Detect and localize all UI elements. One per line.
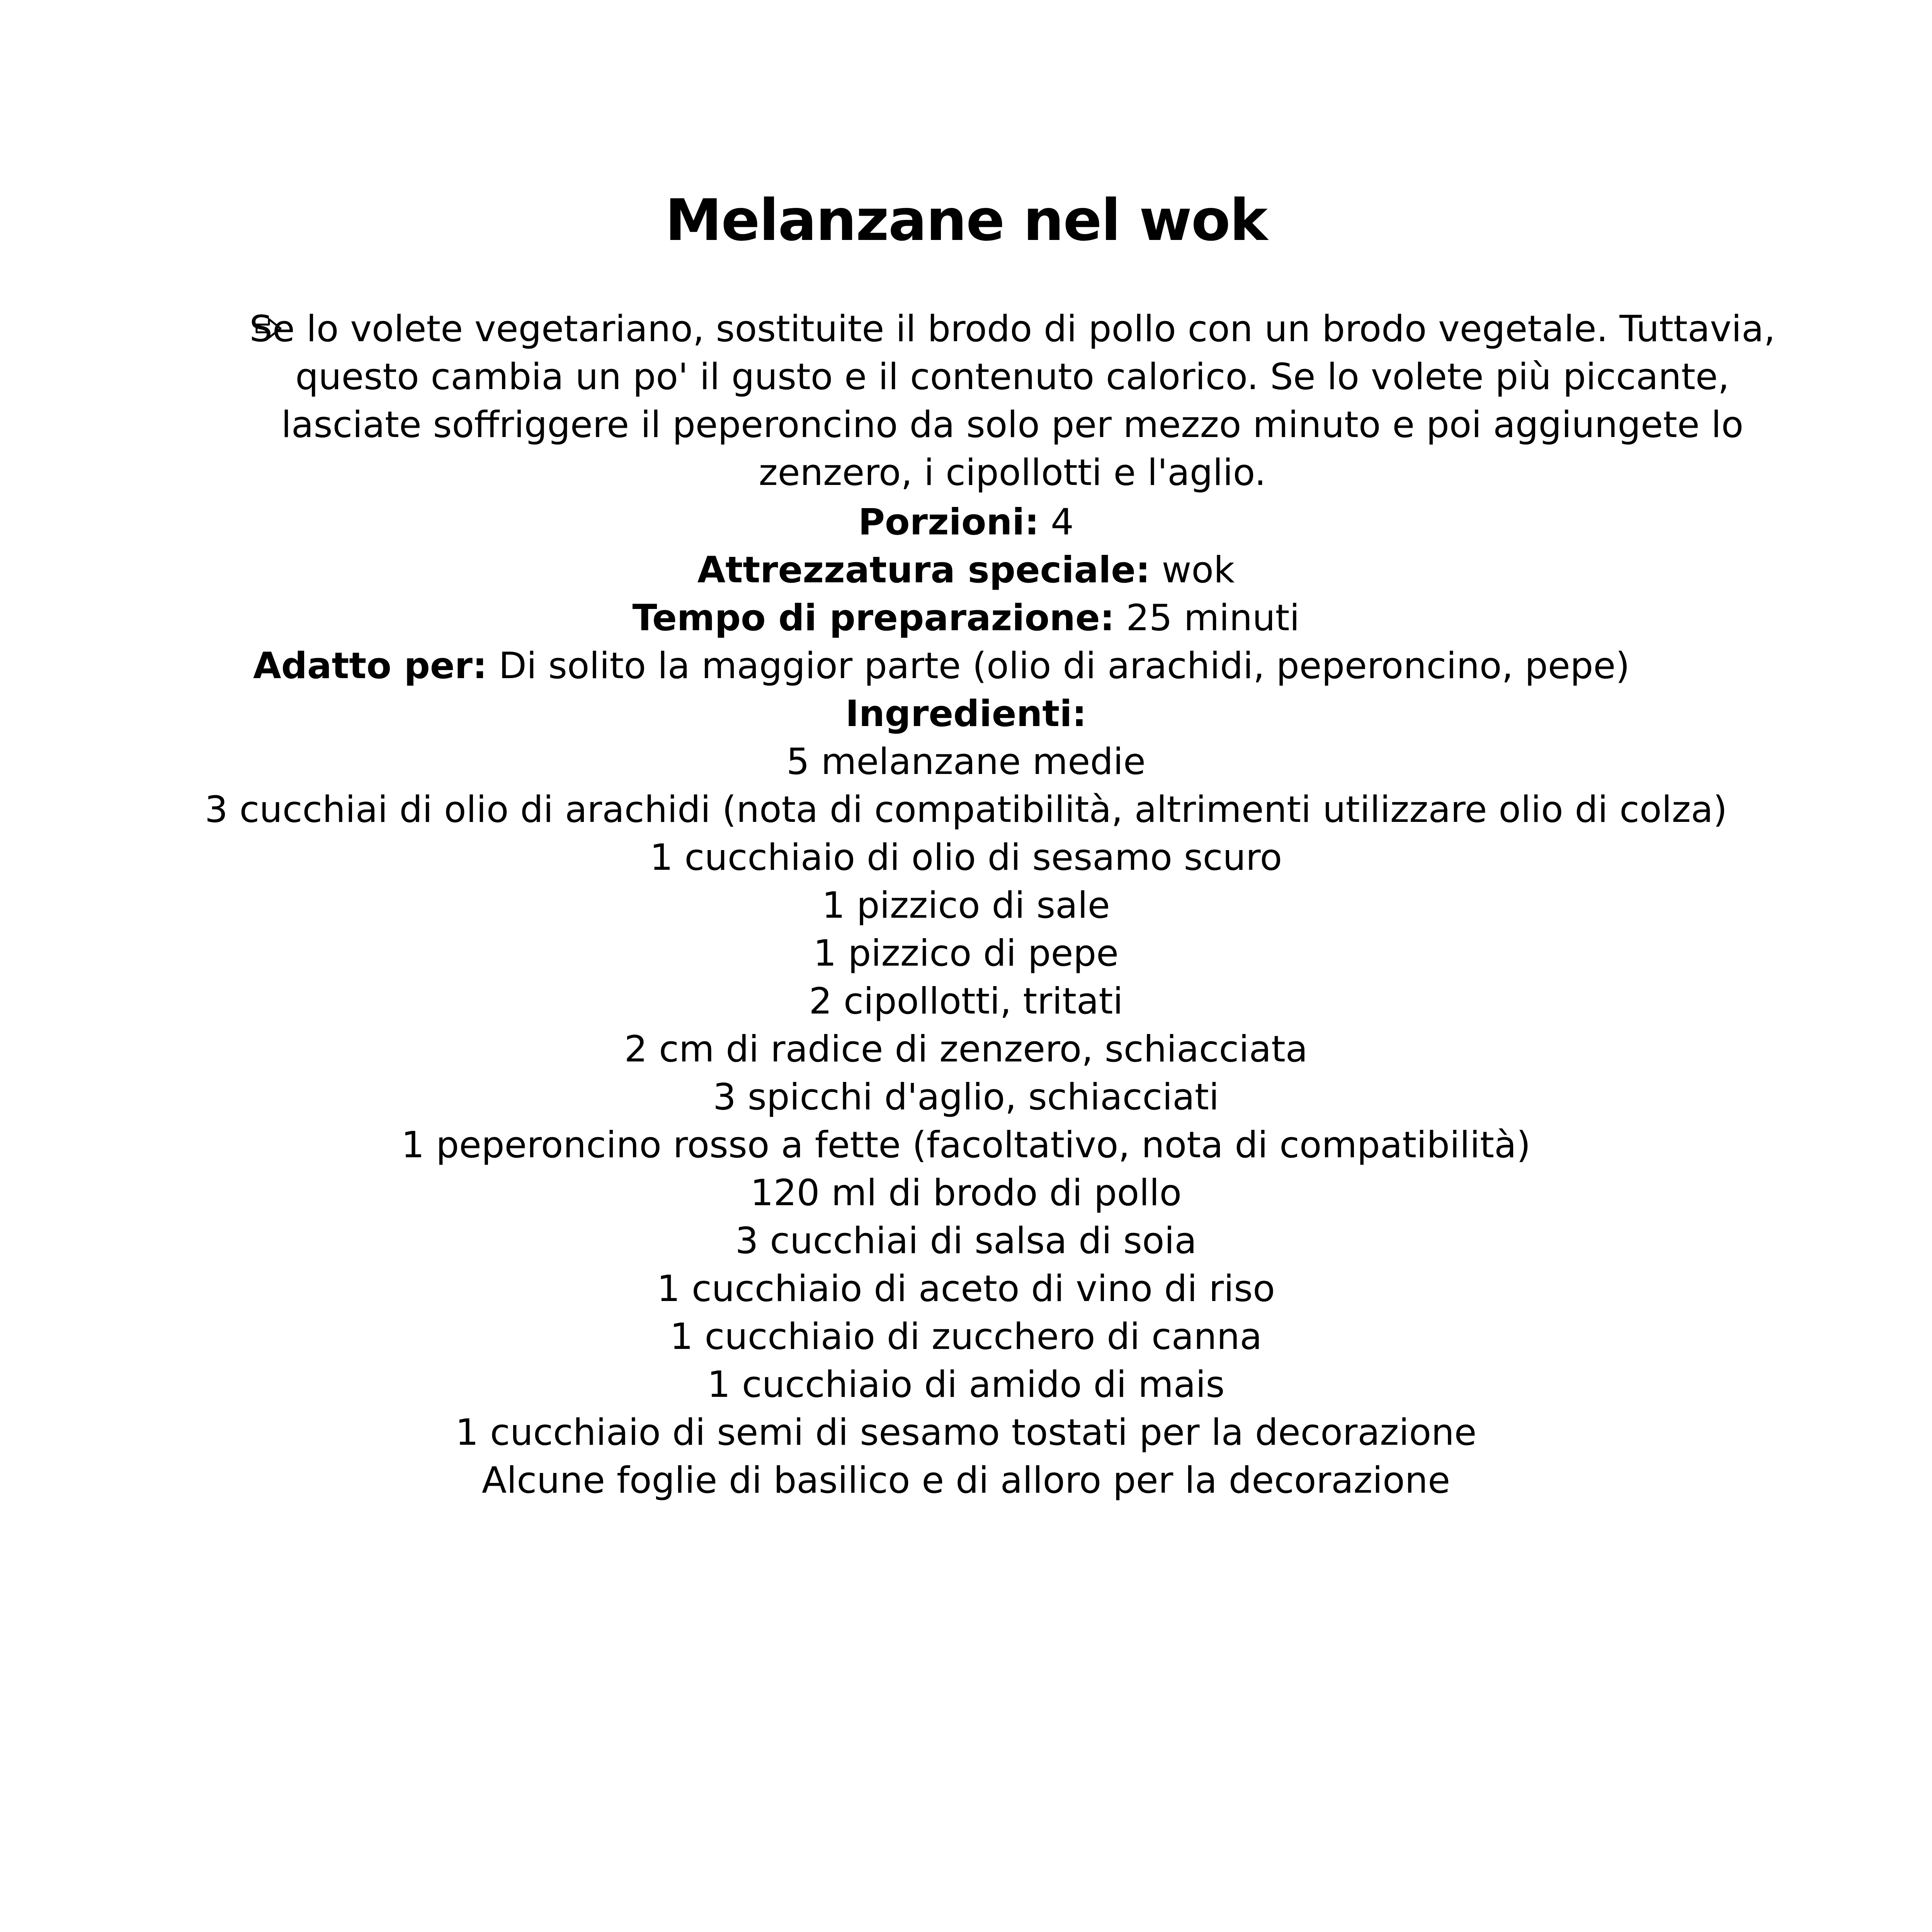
suitable-for-line [0, 642, 1932, 690]
ingredient-item: 1 cucchiaio di zucchero di canna [670, 1316, 1262, 1358]
suitable-for-value: Di solito la maggior parte (olio di arachidi, peperoncino, pepe) [498, 645, 1630, 687]
ingredient-item: Alcune foglie di basilico e di alloro per la decorazione [481, 1459, 1451, 1502]
ingredient-item: 2 cipollotti, tritati [809, 980, 1123, 1022]
ingredient-item: 1 cucchiaio di semi di sesamo tostati per la decorazione [455, 1412, 1477, 1454]
prep-time-line [0, 594, 1932, 642]
ingredient-item: 2 cm di radice di zenzero, schiacciata [624, 1028, 1308, 1070]
equipment-value: wok [1162, 549, 1235, 591]
ingredient-item: 3 spicchi d'aglio, schiacciati [713, 1076, 1219, 1118]
suitable-for-label: Adatto per: [253, 645, 487, 687]
ingredient-item: 1 pizzico di pepe [813, 932, 1119, 975]
ingredient-item: 1 peperoncino rosso a fette (facoltativo, nota di compatibilità) [401, 1124, 1531, 1166]
ingredient-item: 1 cucchiaio di olio di sesamo scuro [650, 837, 1282, 879]
equipment-line [0, 546, 1932, 594]
recipe-details [0, 498, 1932, 1505]
ingredients-heading: Ingredienti: [845, 693, 1087, 735]
ingredient-item: 3 cucchiai di salsa di soia [735, 1220, 1197, 1262]
equipment-label: Attrezzatura speciale: [697, 549, 1150, 591]
ingredient-item: 1 cucchiaio di aceto di vino di riso [657, 1268, 1275, 1310]
prep-time-value: 25 minuti [1126, 597, 1300, 639]
ingredient-item: 1 pizzico di sale [822, 884, 1110, 927]
servings-label: Porzioni: [858, 501, 1039, 543]
ingredient-item: 120 ml di brodo di pollo [750, 1172, 1182, 1214]
prep-time-label: Tempo di preparazione: [632, 597, 1115, 639]
recipe-note: Se lo volete vegetariano, sostituite il brodo di pollo con un brodo vegetale. Tuttavia, questo cambia un po' il gusto e il contenuto calorico. Se lo volete più piccante, lasciate soffriggere il peperoncino da solo per mezzo minuto e poi aggiungete lo zenzero, i cipollotti e l'aglio. [249, 308, 1776, 494]
ingredient-item: 3 cucchiai di olio di arachidi (nota di compatibilità, altrimenti utilizzare olio di colza) [204, 789, 1728, 831]
ingredients-heading-line [0, 690, 1932, 738]
servings-value: 4 [1051, 501, 1074, 543]
ingredient-item: 1 cucchiaio di amido di mais [707, 1364, 1225, 1406]
recipe-title: Melanzane nel wok [665, 187, 1267, 253]
ingredient-item: 5 melanzane medie [786, 741, 1146, 783]
servings-line [0, 498, 1932, 546]
